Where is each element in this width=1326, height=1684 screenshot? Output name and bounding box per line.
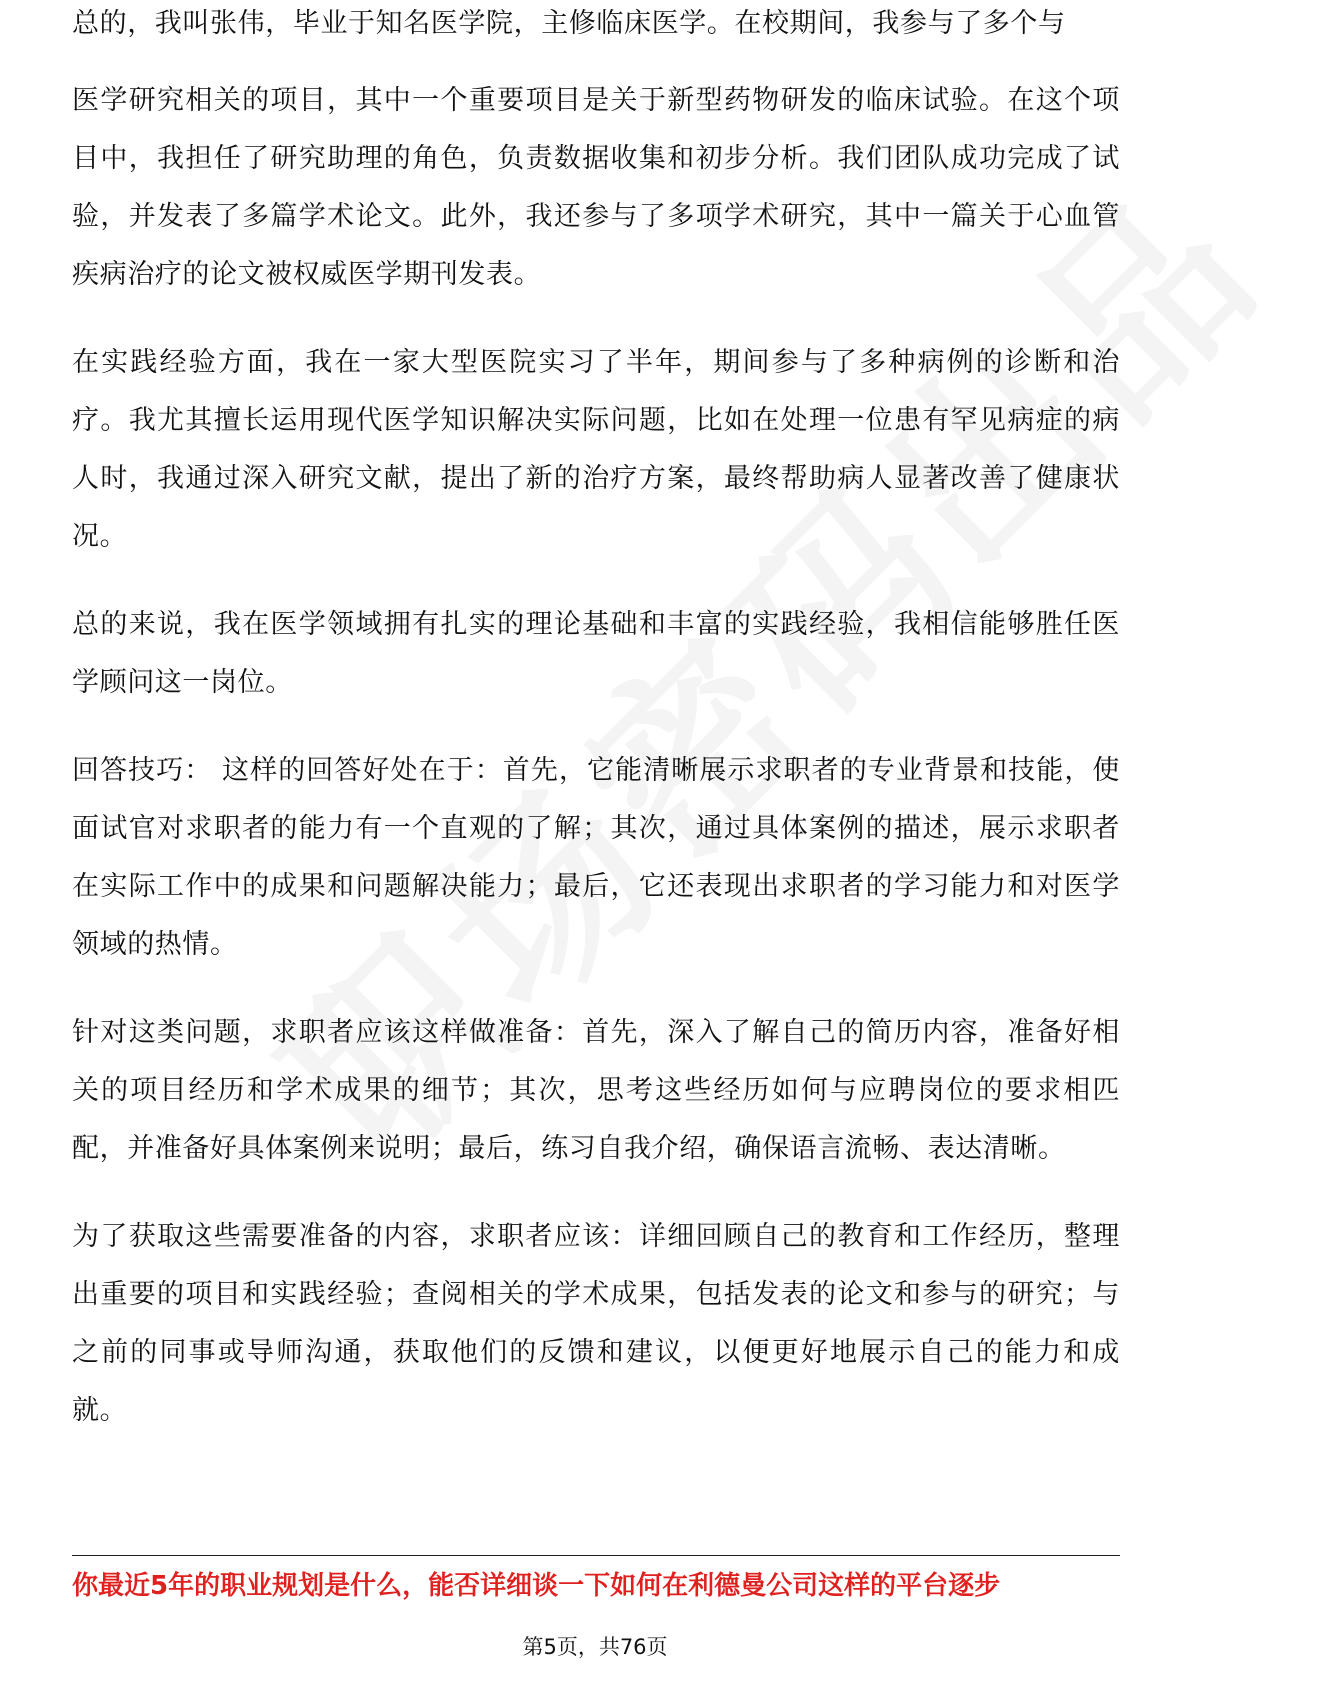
- paragraph-practice: 在实践经验方面，我在一家大型医院实习了半年，期间参与了多种病例的诊断和治疗。我尤其擅长运用现代医学知识解决实际问题，比如在处理一位患有罕见病症的病人时，我通过深入研究文献，提出了新的治疗方案，最终帮助病人显著改善了健康状况。: [72, 347, 1120, 552]
- section-divider: [72, 1555, 1120, 1556]
- paragraph-summary: 总的来说，我在医学领域拥有扎实的理论基础和丰富的实践经验，我相信能够胜任医学顾问这一岗位。: [72, 609, 1120, 698]
- page-number-footer: 第5页，共76页: [522, 1635, 668, 1659]
- paragraph-answer-tips: 回答技巧： 这样的回答好处在于：首先，它能清晰展示求职者的专业背景和技能，使面试官对求职者的能力有一个直观的了解；其次，通过具体案例的描述，展示求职者在实际工作中的成果和问题解决能力；最后，它还表现出求职者的学习能力和对医学领域的热情。: [72, 755, 1120, 960]
- paragraph-preparation: 针对这类问题，求职者应该这样做准备：首先，深入了解自己的简历内容，准备好相关的项目经历和学术成果的细节；其次，思考这些经历如何与应聘岗位的要求相匹配，并准备好具体案例来说明；最后，练习自我介绍，确保语言流畅、表达清晰。: [72, 1017, 1120, 1164]
- body-content: [72, 72, 1120, 1470]
- paragraph-gathering: 为了获取这些需要准备的内容，求职者应该：详细回顾自己的教育和工作经历，整理出重要的项目和实践经验；查阅相关的学术成果，包括发表的论文和参与的研究；与之前的同事或导师沟通，获取他们的反馈和建议，以便更好地展示自己的能力和成就。: [72, 1221, 1120, 1426]
- next-question-heading: 你最近5年的职业规划是什么，能否详细谈一下如何在利德曼公司这样的平台逐步: [72, 1571, 1001, 1601]
- paragraph-research: 医学研究相关的项目，其中一个重要项目是关于新型药物研发的临床试验。在这个项目中，我担任了研究助理的角色，负责数据收集和初步分析。我们团队成功完成了试验，并发表了多篇学术论文。此外，我还参与了多项学术研究，其中一篇关于心血管疾病治疗的论文被权威医学期刊发表。: [72, 85, 1120, 290]
- cut-off-top-text: 总的，我叫张伟，毕业于知名医学院，主修临床医学。在校期间，我参与了多个与: [72, 8, 1066, 39]
- cut-off-top-line: [72, 8, 1120, 54]
